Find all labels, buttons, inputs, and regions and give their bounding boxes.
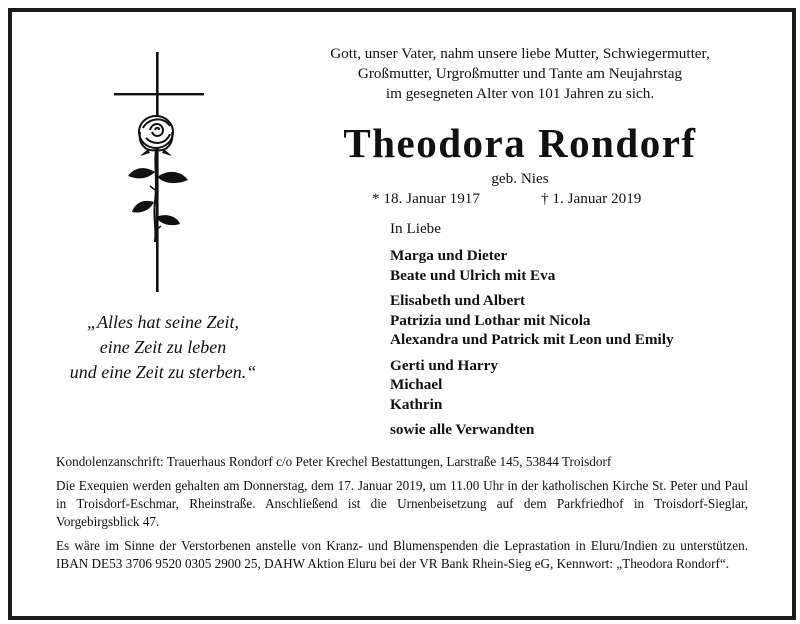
mourner-name: Gerti und Harry <box>390 356 498 374</box>
birth-date: * 18. Januar 1917 <box>372 190 480 207</box>
death-date: † 1. Januar 2019 <box>541 190 642 207</box>
condolence-address: Kondolenzanschrift: Trauerhaus Rondorf c/o Peter Krechel Bestattungen, Larstraße 145, 53844 Troisdorf <box>56 454 612 469</box>
mourner-group <box>390 420 674 440</box>
quote-line: eine Zeit zu leben <box>99 337 227 357</box>
footer-notes <box>56 453 748 579</box>
cross-with-rose-icon <box>110 52 210 292</box>
mourners-list <box>390 246 674 440</box>
mourner-name: Beate und Ulrich mit Eva <box>390 266 556 284</box>
mourner-group <box>390 246 674 285</box>
mourner-name: Elisabeth und Albert <box>390 292 526 309</box>
announcement-line: im gesegneten Alter von 101 Jahren zu sich. <box>385 85 655 102</box>
mourner-name: Michael <box>390 376 443 393</box>
mourner-group <box>390 356 674 415</box>
announcement-text <box>270 44 770 104</box>
mourner-name: sowie alle Verwandten <box>390 421 535 438</box>
announcement-line: Großmutter, Urgroßmutter und Tante am Neujahrstag <box>357 65 683 82</box>
deceased-name: Theodora Rondorf <box>343 120 697 166</box>
mourners-intro: In Liebe <box>390 220 442 237</box>
bible-quote <box>40 310 286 385</box>
mourner-name: Kathrin <box>390 395 443 413</box>
service-details: Die Exequien werden gehalten am Donnerstag, dem 17. Januar 2019, um 11.00 Uhr in der katholischen Kirche St. Peter und Paul in Troisdorf-Eschmar, Rheinstraße. Anschließend ist die Urnenbeisetzung auf dem Parkfriedhof in Troisdorf-Sieglar, Vorgebirgsblick 47. <box>56 478 748 529</box>
mourner-name: Alexandra und Patrick mit Leon und Emily <box>390 331 674 348</box>
mourner-name: Marga und Dieter <box>390 247 508 264</box>
announcement-line: Gott, unser Vater, nahm unsere liebe Mutter, Schwiegermutter, <box>330 45 710 62</box>
donation-request: Es wäre im Sinne der Verstorbenen anstelle von Kranz- und Blumenspenden die Leprastation in Eluru/Indien zu unterstützen. IBAN DE53 3706 9520 0305 2900 25, DAHW Aktion Eluru bei der VR Bank Rhein-Sieg eG, Kennwort: „Theodora Rondorf“. <box>56 538 748 571</box>
quote-line: „Alles hat seine Zeit, <box>87 312 239 332</box>
mourner-group <box>390 291 674 350</box>
maiden-name: geb. Nies <box>491 170 549 187</box>
mourner-name: Patrizia und Lothar mit Nicola <box>390 311 591 329</box>
quote-line: und eine Zeit zu sterben.“ <box>69 362 257 382</box>
